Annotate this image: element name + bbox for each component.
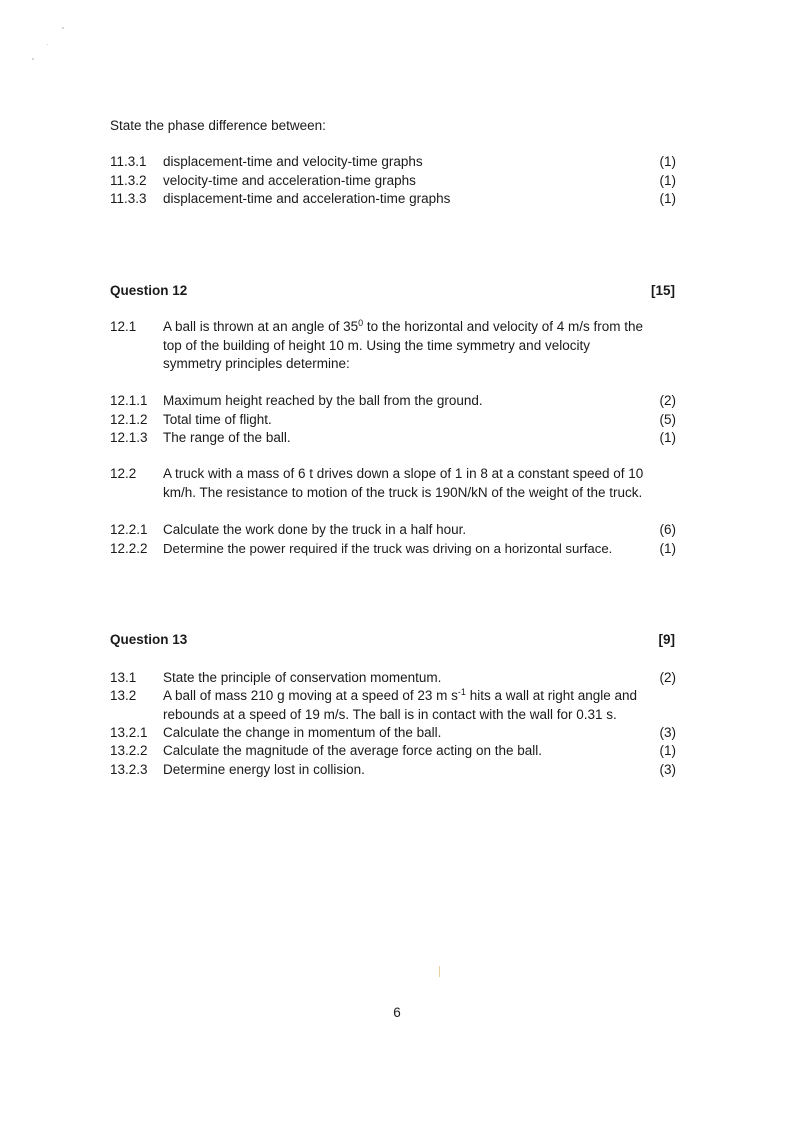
question-total-marks: [9]: [658, 632, 675, 647]
subquestion-text: The range of the ball.: [163, 430, 291, 445]
question-13-header: [110, 632, 675, 647]
subquestion-text: [163, 318, 645, 374]
degree-superscript: 0: [358, 318, 364, 328]
subquestion-text: Total time of flight.: [163, 412, 272, 427]
subquestion-number: 12.1.3: [110, 430, 148, 445]
text-part: A ball is thrown at an angle of 35: [163, 319, 359, 334]
subquestion-marks: (1): [659, 541, 676, 556]
subquestion-number: 12.1.1: [110, 393, 148, 408]
subquestion-number: 13.1: [110, 670, 137, 685]
subquestion-text: displacement-time and acceleration-time graphs: [163, 191, 451, 206]
subquestion-number: 13.2.1: [110, 725, 148, 740]
section-intro: State the phase difference between:: [110, 118, 326, 133]
scan-speck: [62, 27, 64, 29]
subquestion-number: 13.2.3: [110, 762, 148, 777]
subquestion-number: 12.2.2: [110, 541, 148, 556]
text-part: hits a wall at right angle and rebounds at a speed of 19 m/s. The ball is in contact with the wall for 0.31 s.: [163, 688, 638, 722]
subquestion-marks: (1): [659, 430, 676, 445]
subquestion-text: Calculate the magnitude of the average force acting on the ball.: [163, 743, 542, 758]
subquestion-number: 11.3.1: [110, 154, 147, 169]
subquestion-marks: (2): [659, 670, 676, 685]
scan-mark: [439, 966, 440, 977]
subquestion-text: Determine energy lost in collision.: [163, 762, 365, 777]
subquestion-number: 12.2.1: [110, 522, 148, 537]
subquestion-marks: (1): [659, 173, 676, 188]
subquestion-marks: (5): [659, 412, 676, 427]
subquestion-number: 12.2: [110, 466, 137, 481]
question-title: Question 12: [110, 283, 188, 298]
subquestion-marks: (1): [659, 743, 676, 758]
unit-superscript: -1: [457, 687, 466, 697]
scan-speck: [32, 58, 34, 60]
scan-speck: [47, 44, 48, 45]
subquestion-text: State the principle of conservation momentum.: [163, 670, 442, 685]
page-number: 6: [393, 1005, 401, 1020]
subquestion-marks: (1): [659, 154, 676, 169]
subquestion-text: Maximum height reached by the ball from the ground.: [163, 393, 483, 408]
question-title: Question 13: [110, 632, 188, 647]
subquestion-number: 13.2: [110, 688, 137, 703]
subquestion-text: displacement-time and velocity-time graphs: [163, 154, 423, 169]
subquestion-text: Determine the power required if the truck was driving on a horizontal surface.: [163, 541, 613, 556]
subquestion-number: 13.2.2: [110, 743, 148, 758]
text-part: to the horizontal and velocity of 4 m/s from the top of the building of height 10 m. Using the time symmetry and velocity symmetry principles determine:: [163, 319, 644, 371]
question-12-header: [110, 283, 675, 298]
subquestion-number: 11.3.2: [110, 173, 147, 188]
subquestion-text: velocity-time and acceleration-time graphs: [163, 173, 416, 188]
subquestion-marks: (6): [659, 522, 676, 537]
subquestion-number: 12.1: [110, 319, 137, 334]
subquestion-marks: (3): [659, 762, 676, 777]
subquestion-text: [163, 687, 653, 724]
text-part: A ball of mass 210 g moving at a speed of 23 m s: [163, 688, 458, 703]
subquestion-marks: (2): [659, 393, 676, 408]
question-total-marks: [15]: [650, 283, 675, 298]
subquestion-marks: (3): [659, 725, 676, 740]
subquestion-text: A truck with a mass of 6 t drives down a slope of 1 in 8 at a constant speed of 10 km/h. The resistance to motion of the truck is 190N/kN of the weight of the truck.: [163, 466, 644, 500]
subquestion-number: 11.3.3: [110, 191, 147, 206]
subquestion-text: Calculate the change in momentum of the ball.: [163, 725, 442, 740]
subquestion-marks: (1): [659, 191, 676, 206]
subquestion-text: Calculate the work done by the truck in a half hour.: [163, 522, 467, 537]
subquestion-number: 12.1.2: [110, 412, 148, 427]
